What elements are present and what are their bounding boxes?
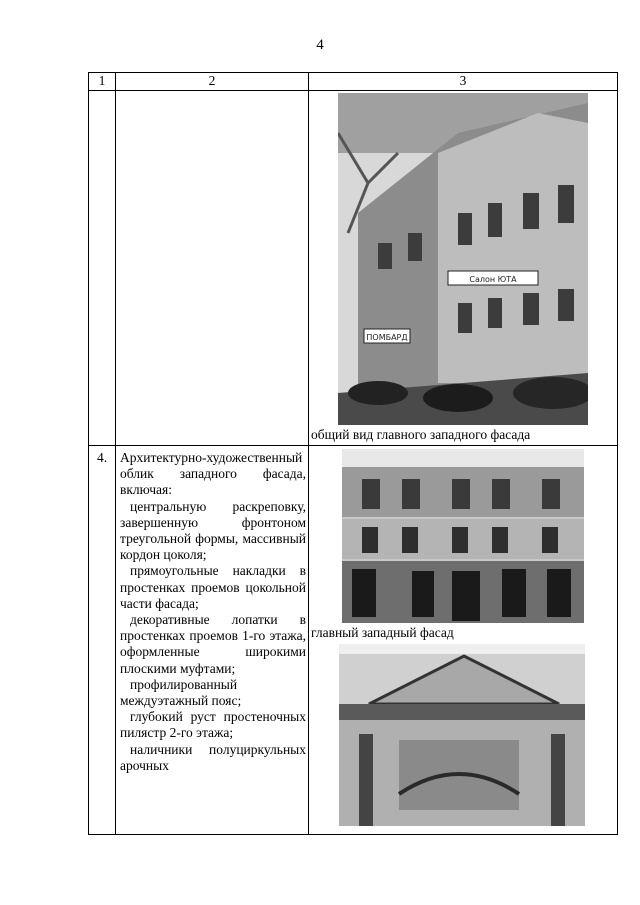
description-paragraph: прямоугольные накладки в простенках проемов цокольной части фасада; (120, 563, 306, 611)
description-paragraph: профилированный междуэтажный пояс; (120, 676, 242, 709)
image-caption: главный западный фасад (311, 625, 454, 640)
row-description-cell (116, 446, 309, 835)
column-header-1: 1 (89, 73, 116, 91)
row-image-cell (309, 91, 618, 446)
shop-sign: Салон ЮТА (469, 275, 517, 284)
column-header-3: 3 (309, 73, 618, 91)
building-overall-view-photo (338, 93, 588, 425)
page-number: 4 (316, 37, 324, 53)
row-number-cell: 4. (89, 446, 116, 835)
description-paragraph: Архитектурно-художественный облик западного фасада, включая: (120, 450, 306, 498)
row-image-cell (309, 446, 618, 835)
main-west-facade-photo (342, 449, 584, 623)
image-caption: общий вид главного западного фасада (311, 427, 531, 442)
description-paragraph: центральную раскреповку, завершенную фронтоном треугольной формы, массивный кордон цоколя; (120, 498, 306, 563)
monuments-table (88, 72, 618, 835)
row-number-cell (89, 91, 116, 446)
description-paragraph: декоративные лопатки в простенках проемов 1-го этажа, оформленные широкими плоскими муфтами; (120, 612, 306, 676)
column-header-2: 2 (116, 73, 309, 91)
table-row (89, 91, 618, 446)
description-paragraph: наличники полуциркульных арочных (120, 741, 306, 773)
table-row (89, 446, 618, 835)
pediment-detail-photo (339, 644, 585, 826)
row-description-cell (116, 91, 309, 446)
description-paragraph: глубокий руст простеночных пилястр 2-го этажа; (120, 709, 306, 741)
table-header-row (89, 73, 618, 91)
pawnshop-sign: ПОМБАРД (366, 333, 408, 342)
